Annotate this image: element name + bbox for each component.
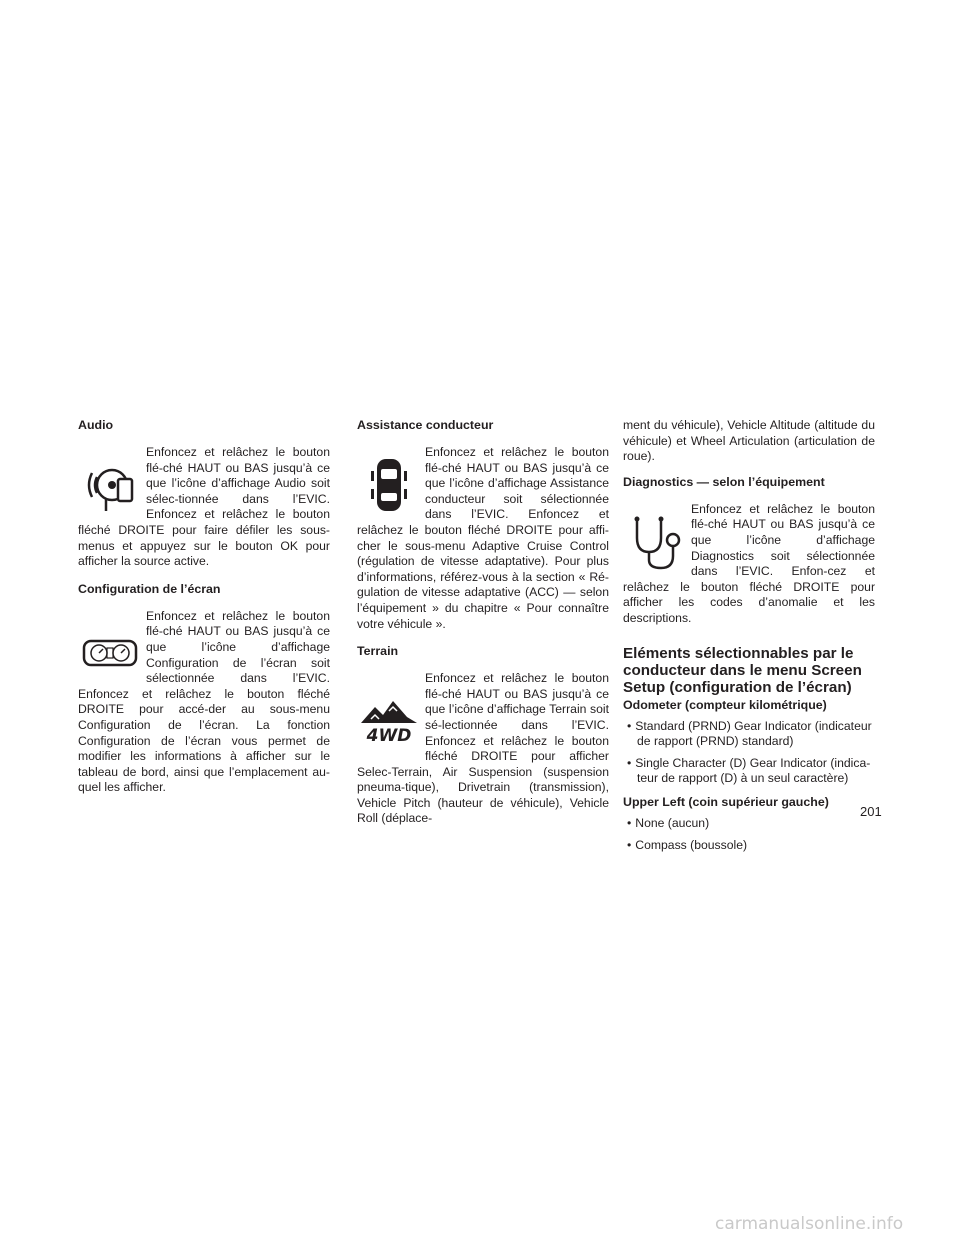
screen-setup-icon [78, 619, 142, 679]
screen-setup-heading: Configuration de l’écran [78, 581, 221, 596]
audio-heading: Audio [78, 418, 114, 432]
driver-assist-heading: Assistance conducteur [357, 418, 494, 432]
screen-setup-text: Enfoncez et relâchez le bouton flé-ché HAUT ou BAS jusqu’à ce que l’icône d’affichage Configuration de l’écran soit sélectionnée dans l’EVIC. Enfoncez et relâchez le bouton fléché DROITE pour accé-der au sous-menu Configuration de l’écran. La fonction Configuration de l’écran vous permet de modifier les informations à afficher sur le tableau de bord, ainsi que l’emplacement au-quel les afficher. [78, 608, 330, 795]
odometer-section [623, 698, 875, 787]
diagnostics-text: Enfoncez et relâchez le bouton flé-ché HAUT ou BAS jusqu’à ce que l’icône d’affichage Diagnostics soit sélectionnée dans l’EVIC. Enfon-cez et relâchez le bouton fléché DROITE pour afficher les codes d’anomalie et les descriptions. [623, 501, 875, 625]
column-2 [357, 418, 609, 839]
upper-left-section [623, 795, 875, 853]
terrain-4wd-icon [357, 689, 421, 749]
list-item: • None (aucun) [623, 816, 875, 832]
terrain-continued-text: ment du véhicule), Vehicle Altitude (altitude du véhicule) et Wheel Articulation (articulation de roue). [623, 418, 875, 464]
odometer-list [623, 719, 875, 787]
upper-left-heading: Upper Left (coin supérieur gauche) [623, 794, 829, 809]
terrain-heading: Terrain [357, 644, 399, 659]
list-item: • Standard (PRND) Gear Indicator (indicateur de rapport (PRND) standard) [623, 719, 875, 750]
odometer-heading: Odometer (compteur kilométrique) [623, 697, 827, 712]
driver-assist-section [357, 418, 609, 632]
terrain-text: Enfoncez et relâchez le bouton flé-ché HAUT ou BAS jusqu’à ce que l’icône d’affichage Terrain soit sé-lectionnée dans l’EVIC. Enfoncez et relâchez le bouton fléché DROITE pour afficher Selec-Terrain, Air Suspension (suspension pneuma-tique), Drivetrain (transmission), Vehicle Pitch (hauteur de véhicule), Vehicle Roll (déplace- [357, 671, 609, 826]
list-item: • Single Character (D) Gear Indicator (indica-teur de rapport (D) à un seul caractère) [623, 756, 875, 787]
audio-text: Enfoncez et relâchez le bouton flé-ché HAUT ou BAS jusqu’à ce que l’icône d’affichage Audio soit sélec-tionnée dans l’EVIC. Enfoncez et relâchez le bouton fléché DROITE pour faire défiler les sous-menus et appuyez sur le bouton OK pour afficher la source active. [78, 445, 330, 569]
audio-icon [78, 455, 142, 515]
driver-assist-text: Enfoncez et relâchez le bouton flé-ché HAUT ou BAS jusqu’à ce que l’icône d’affichage Assistance conducteur soit sélectionnée dans l’EVIC. Enfoncez et relâchez le bouton fléché DROITE pour affi-cher le sous-menu Adaptive Cruise Control (régulation de vitesse adaptative). Pour plus d’informations, référez-vous à la section « Ré-gulation de vitesse adaptative (ACC) — selon l’équipement » du chapitre « Pour connaître votre véhicule ». [357, 445, 609, 631]
section-title: Eléments sélectionnables par le conducteur dans le menu Screen Setup (configuration de l’écran) [623, 644, 862, 696]
upper-left-list [623, 816, 875, 853]
diagnostics-section [623, 475, 875, 627]
screen-setup-section [78, 582, 330, 796]
diagnostics-heading: Diagnostics — selon l’équipement [623, 474, 825, 489]
stethoscope-icon [623, 512, 687, 572]
terrain-section [357, 644, 609, 827]
column-1 [78, 418, 330, 808]
audio-section [78, 418, 330, 570]
list-item: • Compass (boussole) [623, 838, 875, 854]
driver-assist-car-icon [357, 455, 421, 515]
page-number: 201 [860, 804, 882, 819]
svg-text:4WD: 4WD [366, 726, 412, 747]
column-3 [623, 418, 875, 861]
watermark[interactable]: carmanualsonline.info [715, 1214, 904, 1234]
